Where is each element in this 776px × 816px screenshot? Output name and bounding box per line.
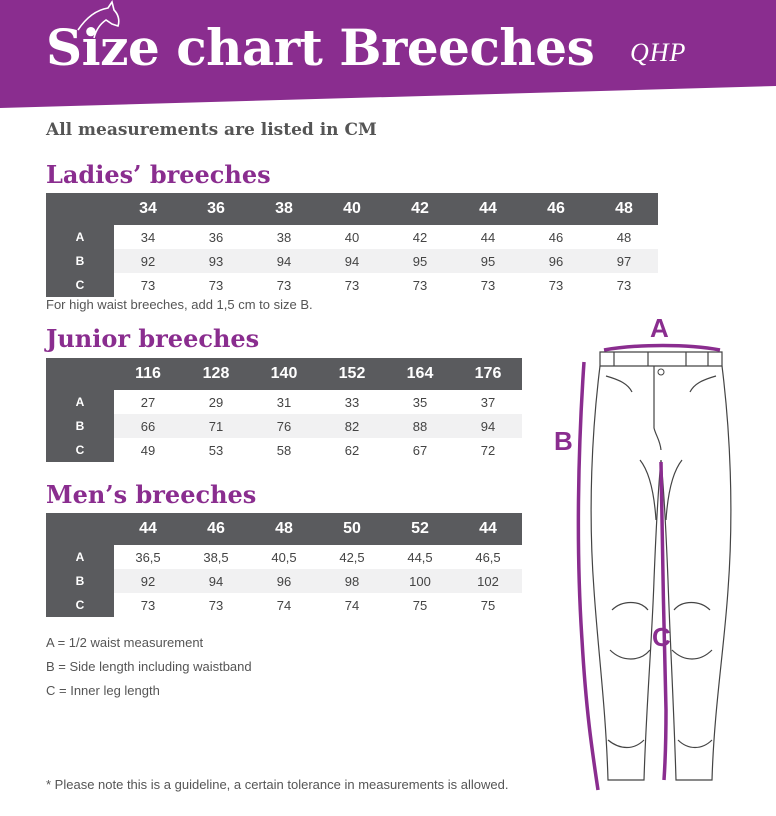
size-header-cell: 40 — [318, 193, 386, 225]
table-cell: 97 — [590, 249, 658, 273]
table-cell: 73 — [208, 597, 224, 613]
size-header-cell: 52 — [386, 513, 454, 545]
size-header-cell: 176 — [454, 358, 522, 390]
measurement-label-cell: C — [46, 593, 114, 617]
measurement-label-cell: A — [46, 545, 114, 569]
table-cell: 72 — [480, 442, 496, 458]
size-header-cell: 48 — [250, 513, 318, 545]
table-cell: 53 — [208, 442, 224, 458]
table-cell: 96 — [250, 569, 318, 593]
measurement-label-cell: B — [46, 414, 114, 438]
table-row — [46, 569, 522, 593]
measurement-label-cell: C — [46, 438, 114, 462]
table-cell: 102 — [454, 569, 522, 593]
table-cell: 74 — [276, 597, 292, 613]
table-cell: 73 — [548, 277, 564, 293]
table-corner-cell — [46, 358, 114, 390]
table-cell: 82 — [318, 414, 386, 438]
table-cell: 29 — [208, 394, 224, 410]
size-header-cell: 164 — [386, 358, 454, 390]
table-cell: 37 — [480, 394, 496, 410]
junior-section-title: Junior breeches — [46, 324, 260, 353]
table-cell: 31 — [276, 394, 292, 410]
size-header-cell: 44 — [454, 513, 522, 545]
label-a: A — [650, 313, 669, 343]
table-cell: 74 — [344, 597, 360, 613]
table-cell: 40 — [344, 229, 360, 245]
header-banner — [0, 0, 776, 110]
table-cell: 35 — [412, 394, 428, 410]
size-header-cell: 140 — [250, 358, 318, 390]
table-row — [46, 390, 522, 414]
size-header-cell: 36 — [182, 193, 250, 225]
size-header-cell: 44 — [454, 193, 522, 225]
table-cell: 73 — [140, 277, 156, 293]
table-cell: 36,5 — [135, 549, 161, 565]
measurement-label-cell: B — [46, 249, 114, 273]
table-cell: 92 — [114, 249, 182, 273]
measurement-label-cell: A — [46, 390, 114, 414]
label-b: B — [554, 426, 573, 456]
ladies-size-table — [46, 193, 658, 297]
table-header-row — [46, 193, 658, 225]
label-c: C — [652, 622, 671, 652]
table-cell: 49 — [140, 442, 156, 458]
table-cell: 92 — [114, 569, 182, 593]
size-header-cell: 152 — [318, 358, 386, 390]
table-row — [46, 414, 522, 438]
high-waist-note: For high waist breeches, add 1,5 cm to size B. — [46, 297, 313, 312]
size-header-cell: 42 — [386, 193, 454, 225]
size-header-cell: 48 — [590, 193, 658, 225]
table-cell: 58 — [276, 442, 292, 458]
ladies-section-title: Ladies’ breeches — [46, 160, 271, 189]
table-cell: 73 — [344, 277, 360, 293]
brand-logo-text: QHP — [630, 38, 687, 67]
table-cell: 95 — [454, 249, 522, 273]
table-cell: 71 — [182, 414, 250, 438]
breeches-drawing — [548, 310, 776, 811]
legend-inner-leg: C = Inner leg length — [46, 683, 160, 698]
table-cell: 48 — [616, 229, 632, 245]
table-cell: 66 — [114, 414, 182, 438]
table-row — [46, 273, 658, 297]
table-cell: 44 — [480, 229, 496, 245]
measurement-label-cell: C — [46, 273, 114, 297]
table-cell: 44,5 — [407, 549, 433, 565]
junior-size-table — [46, 358, 522, 462]
table-cell: 98 — [318, 569, 386, 593]
table-cell: 73 — [140, 597, 156, 613]
table-cell: 34 — [140, 229, 156, 245]
table-cell: 75 — [480, 597, 496, 613]
table-cell: 67 — [412, 442, 428, 458]
size-header-cell: 46 — [522, 193, 590, 225]
table-cell: 73 — [276, 277, 292, 293]
table-row — [46, 545, 522, 569]
table-cell: 73 — [412, 277, 428, 293]
table-cell: 46,5 — [475, 549, 501, 565]
table-cell: 88 — [386, 414, 454, 438]
horse-logo-icon — [0, 0, 120, 48]
table-cell: 94 — [318, 249, 386, 273]
table-cell: 73 — [480, 277, 496, 293]
table-cell: 75 — [412, 597, 428, 613]
table-cell: 73 — [208, 277, 224, 293]
table-corner-cell — [46, 513, 114, 545]
size-header-cell: 38 — [250, 193, 318, 225]
table-cell: 33 — [344, 394, 360, 410]
size-header-cell: 46 — [182, 513, 250, 545]
measurement-unit-note: All measurements are listed in CM — [46, 120, 377, 140]
table-cell: 93 — [182, 249, 250, 273]
size-header-cell: 128 — [182, 358, 250, 390]
legend-side-length: B = Side length including waistband — [46, 659, 252, 674]
table-row — [46, 225, 658, 249]
size-header-cell: 50 — [318, 513, 386, 545]
table-row — [46, 593, 522, 617]
size-header-cell: 116 — [114, 358, 182, 390]
measurement-label-cell: A — [46, 225, 114, 249]
table-cell: 100 — [386, 569, 454, 593]
size-header-cell: 34 — [114, 193, 182, 225]
measurement-label-cell: B — [46, 569, 114, 593]
table-cell: 96 — [522, 249, 590, 273]
men-size-table — [46, 513, 522, 617]
page-title: Size chart Breeches — [46, 18, 595, 77]
table-cell: 46 — [548, 229, 564, 245]
legend-waist: A = 1/2 waist measurement — [46, 635, 204, 650]
size-header-cell: 44 — [114, 513, 182, 545]
table-cell: 62 — [344, 442, 360, 458]
table-cell: 94 — [454, 414, 522, 438]
table-cell: 38 — [276, 229, 292, 245]
table-cell: 94 — [250, 249, 318, 273]
men-section-title: Men’s breeches — [46, 480, 257, 509]
table-cell: 42 — [412, 229, 428, 245]
table-cell: 73 — [616, 277, 632, 293]
table-row — [46, 249, 658, 273]
table-header-row — [46, 513, 522, 545]
breeches-illustration — [548, 310, 776, 811]
table-row — [46, 438, 522, 462]
table-cell: 94 — [182, 569, 250, 593]
table-cell: 38,5 — [203, 549, 229, 565]
tolerance-footnote: * Please note this is a guideline, a certain tolerance in measurements is allowed. — [46, 777, 509, 792]
table-cell: 42,5 — [339, 549, 365, 565]
table-cell: 95 — [386, 249, 454, 273]
table-cell: 76 — [250, 414, 318, 438]
table-header-row — [46, 358, 522, 390]
table-cell: 36 — [208, 229, 224, 245]
table-cell: 27 — [140, 394, 156, 410]
table-corner-cell — [46, 193, 114, 225]
table-cell: 40,5 — [271, 549, 297, 565]
